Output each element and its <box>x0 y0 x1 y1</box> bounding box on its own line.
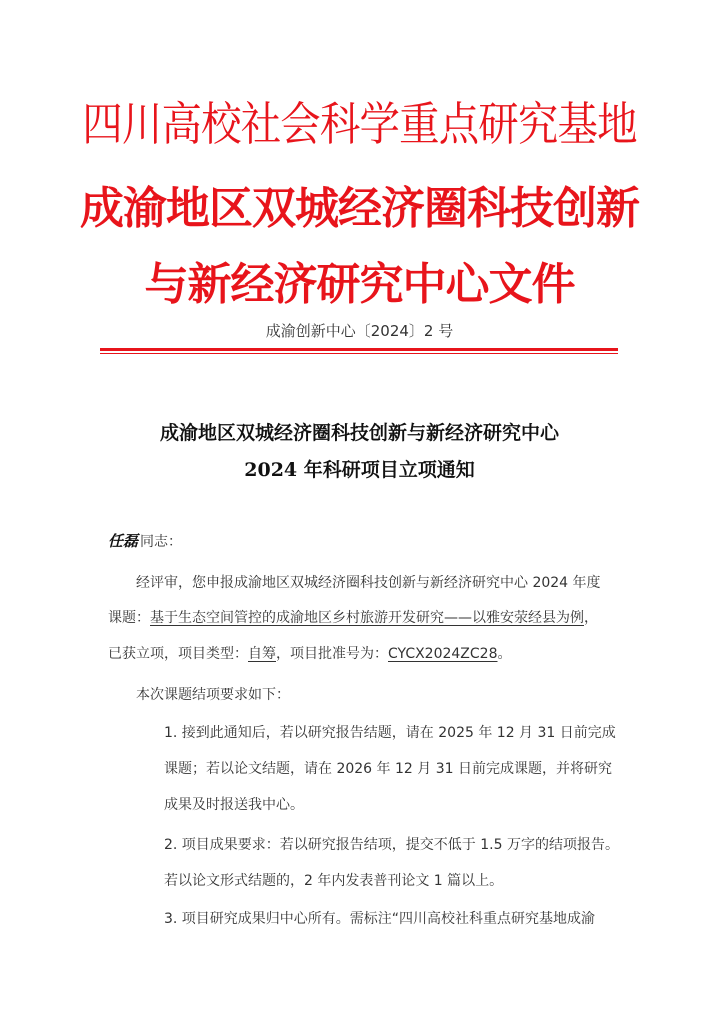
header-title-line-2: 成渝地区双城经济圈科技创新 <box>80 183 639 234</box>
header-title-line-1: 四川高校社会科学重点研究基地 <box>82 97 637 151</box>
notice-title-line-2: 2024 年科研项目立项通知 <box>244 459 475 481</box>
paragraph-1-line-3 <box>108 643 512 663</box>
requirement-3-line-1: 3. 项目研究成果归中心所有。需标注“四川高校社科重点研究基地成渝 <box>164 911 596 927</box>
requirement-2-line-2: 若以论文形式结题的，2 年内发表普刊论文 1 篇以上。 <box>164 873 504 889</box>
project-title: 基于生态空间管控的成渝地区乡村旅游开发研究——以雅安荥经县为例 <box>150 610 584 626</box>
salutation-suffix: 同志： <box>140 534 183 550</box>
requirement-1-line-3: 成果及时报送我中心。 <box>164 797 304 813</box>
paragraph-1-line-2 <box>108 607 598 627</box>
requirement-2-line-1: 2. 项目成果要求：若以研究报告结项，提交不低于 1.5 万字的结项报告。 <box>164 837 619 853</box>
approval-number-value: CYCX2024ZC28 <box>388 646 498 662</box>
paragraph-1-line-1: 经评审，您申报成渝地区双城经济圈科技创新与新经济研究中心 2024 年度 <box>136 575 601 591</box>
notice-title-line-1: 成渝地区双城经济圈科技创新与新经济研究中心 <box>159 422 559 444</box>
punctuation: ， <box>584 610 598 626</box>
project-type-label: 已获立项，项目类型： <box>108 646 248 662</box>
requirement-1-line-1: 1. 接到此通知后，若以研究报告结题，请在 2025 年 12 月 31 日前完成 <box>164 725 616 741</box>
header-divider-thick <box>100 348 618 351</box>
header-divider-thin <box>100 353 618 354</box>
subject-label: 课题： <box>108 610 150 626</box>
project-type-value: 自筹 <box>248 646 276 662</box>
requirements-intro: 本次课题结项要求如下： <box>136 687 290 703</box>
requirement-1-line-2: 课题；若以论文结题，请在 2026 年 12 月 31 日前完成课题，并将研究 <box>164 761 612 777</box>
approval-number-label: ，项目批准号为： <box>276 646 388 662</box>
salutation <box>108 530 182 551</box>
header-title-line-3: 与新经济研究中心文件 <box>144 259 575 310</box>
recipient-name-signature: 任磊 <box>108 532 139 550</box>
document-number: 成渝创新中心〔2024〕2 号 <box>265 322 454 340</box>
punctuation: 。 <box>497 646 512 662</box>
